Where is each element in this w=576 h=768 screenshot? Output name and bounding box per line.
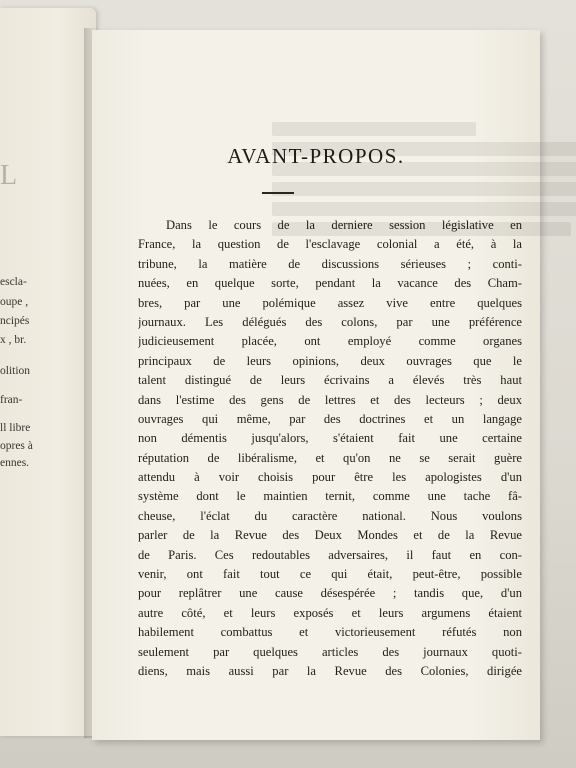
page-title: AVANT-PROPOS. [227,144,405,168]
body-line: réputation de libéralisme, et qu'on ne se serait guère [138,450,522,465]
body-line: Dans le cours de la derniere session législative en [166,218,522,232]
body-line: de Paris. Ces redoutables adversaires, il faut en con- [138,547,522,562]
body-line: cheuse, l'éclat du caractère national. Nous voulons [138,508,522,523]
body-line: pour replâtrer une cause désespérée ; tandis que, d'un [138,586,522,601]
body-line: système dont le maintien ternit, comme une tache fâ- [138,489,522,504]
left-page-text-line: oupe , [0,296,29,308]
body-line: habilement combattus et victorieusement réfutés non [138,625,522,640]
body-text [138,216,522,681]
title-rule [262,192,294,194]
body-line: dans l'estime des gens de lettres et des lecteurs ; deux [138,392,522,407]
body-line: non démentis jusqu'alors, s'étaient fait une certaine [138,431,522,446]
left-page-text-line: ennes. [0,457,30,469]
left-page-text-line: ncipés [0,315,30,327]
body-line: journaux. Les délégués des colons, par une préférence [138,314,522,329]
left-page-heading-fragment: L [0,160,18,191]
body-line: parler de la Revue des Deux Mondes et de la Revue [138,528,522,543]
left-page-text-line: olition [0,365,31,377]
left-page-text-line: x , br. [0,334,27,346]
left-page-text-line: ll libre [0,422,31,434]
body-line: judicieusement placée, ont employé comme organes [138,334,522,349]
left-page-text-line: escla- [0,276,27,288]
body-line: tribune, la matière de discussions sérieuses ; conti- [138,256,522,271]
body-line: seulement par quelques articles des journaux quoti- [138,644,522,659]
body-line: diens, mais aussi par la Revue des Colonies, dirigée [138,663,522,678]
body-line: France, la question de l'esclavage colonial a été, à la [138,237,522,252]
body-line: attendu à voir choisis pour être les apologistes d'un [138,470,522,485]
body-line: ouvrages qui même, par des doctrines et un langage [138,411,522,426]
body-line: venir, ont fait tout ce qui était, peut-être, possible [138,567,522,582]
left-page-text-line: opres à [0,440,33,452]
body-line: autre côté, et leurs exposés et leurs argumens étaient [138,605,522,620]
left-page-text-line: fran- [0,394,23,406]
body-line: bres, par une polémique assez vive entre quelques [138,295,522,310]
body-line: talent distingué de leurs écrivains a élevés très haut [138,373,522,388]
body-line: principaux de leurs opinions, deux ouvrages que le [138,353,522,368]
body-line: nuées, en quelque sorte, pendant la vacance des Cham- [138,276,522,291]
left-page [0,8,96,736]
